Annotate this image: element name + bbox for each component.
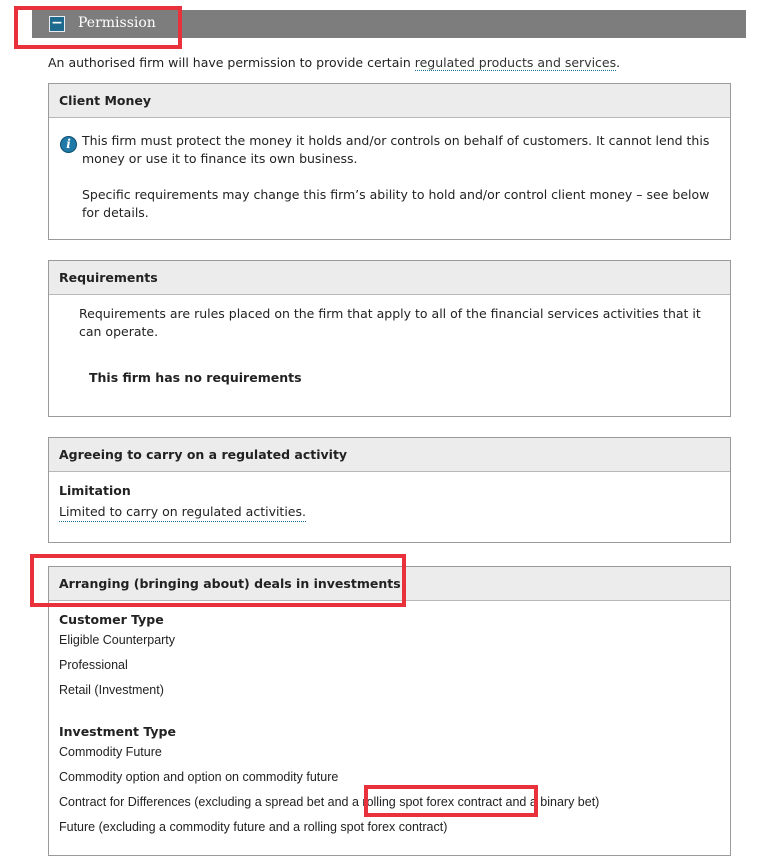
limitation-label: Limitation (59, 483, 131, 498)
customer-type-label: Customer Type (59, 612, 164, 627)
investment-type-item: Commodity Future (59, 745, 162, 759)
highlight-box-permission (14, 6, 182, 49)
agreeing-panel (48, 437, 731, 543)
limitation-link[interactable]: Limited to carry on regulated activities. (59, 503, 306, 522)
requirements-panel (48, 260, 731, 417)
investment-type-item: Contract for Differences (excluding a spread bet and a rolling spot forex contract and a binary bet) (59, 795, 600, 809)
client-money-panel (48, 83, 731, 240)
investment-type-item: Future (excluding a commodity future and a rolling spot forex contract) (59, 820, 448, 834)
no-requirements-text: This firm has no requirements (89, 370, 302, 385)
client-money-text-2: Specific requirements may change this firm’s ability to hold and/or control client money – see below for details. (82, 187, 710, 220)
agreeing-heading: Agreeing to carry on a regulated activity (49, 438, 730, 472)
highlight-box-arranging (30, 554, 406, 607)
permission-title: Permission (78, 15, 156, 31)
arranging-heading: Arranging (bringing about) deals in investments (49, 567, 730, 601)
customer-type-item: Professional (59, 658, 128, 672)
collapse-toggle-icon[interactable]: − (49, 16, 65, 32)
client-money-heading: Client Money (49, 84, 730, 118)
requirements-heading: Requirements (49, 261, 730, 295)
investment-type-item: Commodity option and option on commodity future (59, 770, 339, 784)
client-money-text-1: This firm must protect the money it holds and/or controls on behalf of customers. It cannot lend this money or use it to finance its own business. (82, 133, 710, 166)
investment-type-label: Investment Type (59, 724, 176, 739)
customer-type-item: Eligible Counterparty (59, 633, 176, 647)
regulated-products-link[interactable]: regulated products and services (414, 55, 617, 70)
requirements-text: Requirements are rules placed on the firm that apply to all of the financial services activities that it can operate. (79, 306, 701, 339)
permission-intro: An authorised firm will have permission to provide certain regulated products and services. (48, 55, 621, 70)
highlight-box-rolling-spot-forex (364, 785, 538, 817)
customer-type-item: Retail (Investment) (59, 683, 164, 697)
info-icon: i (60, 136, 77, 153)
